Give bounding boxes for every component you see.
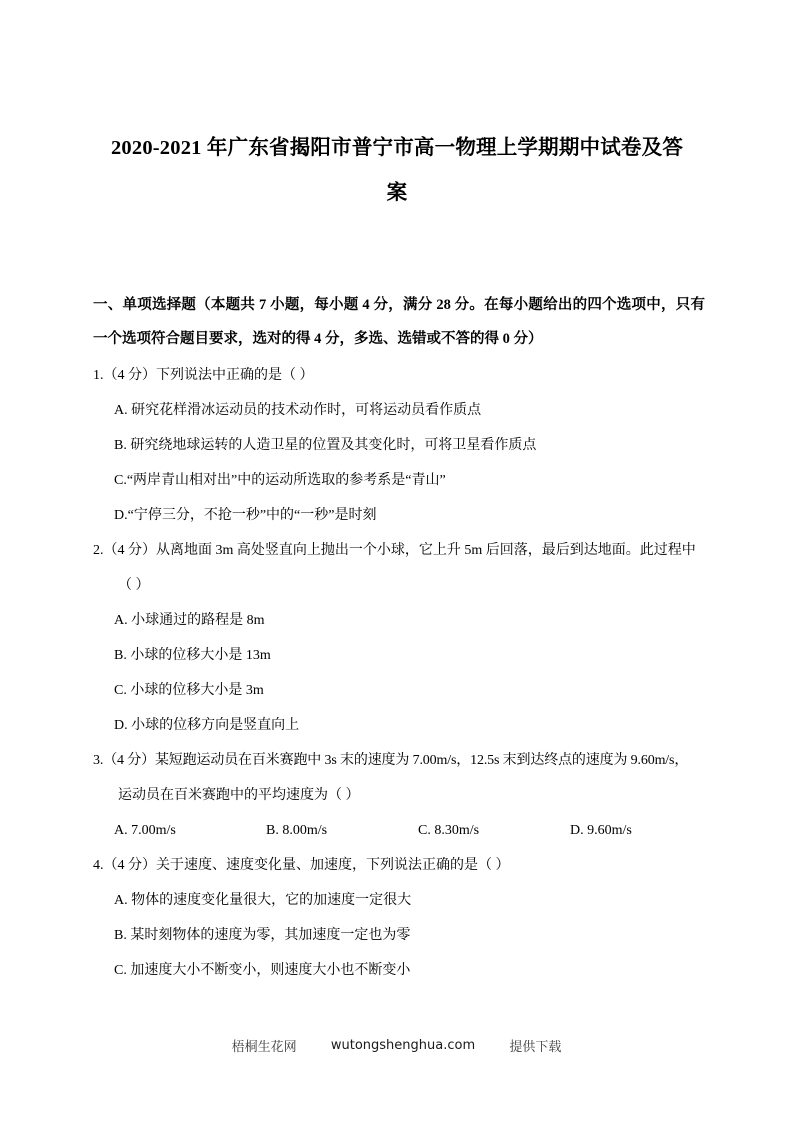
question-3-options xyxy=(93,813,705,848)
question-4-option-b[interactable]: B. 某时刻物体的速度为零，其加速度一定也为零 xyxy=(114,928,411,943)
page-title-line-2: 案 xyxy=(386,182,408,204)
question-2 xyxy=(93,533,705,743)
footer-site-name: 梧桐生花网 xyxy=(231,1040,297,1055)
question-3-stem: 3.（4 分）某短跑运动员在百米赛跑中 3s 末的速度为 7.00m/s，12.5s 末到达终点的速度为 9.60m/s， xyxy=(93,753,689,768)
footer-site-url[interactable]: wutongshenghua.com xyxy=(330,1038,476,1053)
question-2-option-a[interactable]: A. 小球通过的路程是 8m xyxy=(114,613,265,628)
question-4-option-c[interactable]: C. 加速度大小不断变小，则速度大小也不断变小 xyxy=(114,963,411,978)
question-3 xyxy=(93,743,705,848)
question-1-option-c[interactable]: C.“两岸青山相对出”中的运动所选取的参考系是“青山” xyxy=(114,473,446,488)
page-title xyxy=(93,126,701,216)
question-2-option-b[interactable]: B. 小球的位移大小是 13m xyxy=(114,648,271,663)
question-3-option-b[interactable]: B. 8.00m/s xyxy=(266,823,328,838)
question-2-stem: 2.（4 分）从离地面 3m 高处竖直向上抛出一个小球，它上升 5m 后回落，最后到达地面。此过程中 xyxy=(93,543,696,558)
question-3-option-c[interactable]: C. 8.30m/s xyxy=(418,823,480,838)
page-footer xyxy=(0,1036,793,1055)
document-body xyxy=(93,288,705,988)
question-4-option-a[interactable]: A. 物体的速度变化量很大，它的加速度一定很大 xyxy=(114,893,412,908)
question-4-stem: 4.（4 分）关于速度、速度变化量、加速度，下列说法正确的是（ ） xyxy=(93,858,510,873)
footer-note: 提供下载 xyxy=(509,1040,562,1055)
question-3-stem-continuation: 运动员在百米赛跑中的平均速度为（ ） xyxy=(118,788,360,803)
question-2-option-c[interactable]: C. 小球的位移大小是 3m xyxy=(114,683,264,698)
question-1 xyxy=(93,358,705,533)
question-1-option-d[interactable]: D.“宁停三分，不抢一秒”中的“一秒”是时刻 xyxy=(114,508,377,523)
question-3-option-d[interactable]: D. 9.60m/s xyxy=(570,823,632,838)
question-1-option-a[interactable]: A. 研究花样滑冰运动员的技术动作时，可将运动员看作质点 xyxy=(114,403,482,418)
question-1-option-b[interactable]: B. 研究绕地球运转的人造卫星的位置及其变化时，可将卫星看作质点 xyxy=(114,438,537,453)
question-1-stem: 1.（4 分）下列说法中正确的是（ ） xyxy=(93,368,314,383)
question-2-stem-continuation: （ ） xyxy=(118,578,150,593)
question-3-option-a[interactable]: A. 7.00m/s xyxy=(114,823,176,838)
question-2-option-d[interactable]: D. 小球的位移方向是竖直向上 xyxy=(114,718,300,733)
question-4 xyxy=(93,848,705,988)
page-title-line-1: 2020-2021 年广东省揭阳市普宁市高一物理上学期期中试卷及答 xyxy=(110,137,684,159)
section-heading-single-choice: 一、单项选择题（本题共 7 小题，每小题 4 分，满分 28 分。在每小题给出的四个选项中，只有一个选项符合题目要求，选对的得 4 分，多选、选错或不答的得 0 分） xyxy=(93,297,705,347)
